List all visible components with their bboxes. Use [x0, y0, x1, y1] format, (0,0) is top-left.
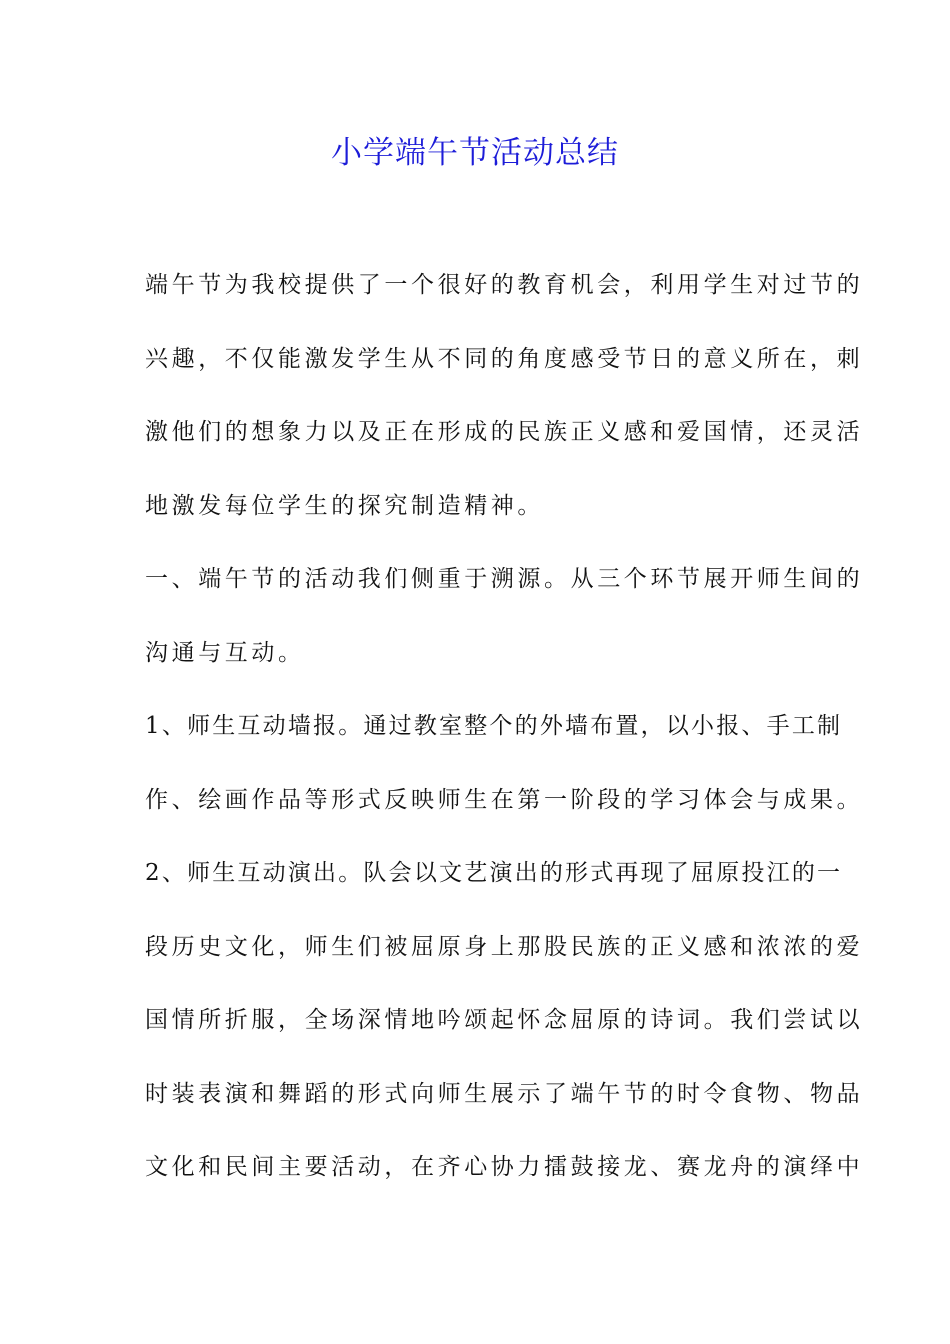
body-line: 作、绘画作品等形式反映师生在第一阶段的学习体会与成果。 [145, 786, 864, 813]
body-line: 激他们的想象力以及正在形成的民族正义感和爱国情，还灵活 [145, 419, 864, 445]
document-body [145, 260, 864, 1216]
document-title: 小学端午节活动总结 [331, 135, 619, 171]
body-line: 地激发每位学生的探究制造精神。 [145, 492, 544, 519]
body-line: 段历史文化，师生们被屈原身上那股民族的正义感和浓浓的爱 [145, 933, 864, 960]
body-line: 2、师生互动演出。队会以文艺演出的形式再现了屈原投江的一 [145, 860, 843, 886]
body-line: 兴趣，不仅能激发学生从不同的角度感受节日的意义所在，刺 [145, 345, 864, 372]
body-line: 一、端午节的活动我们侧重于溯源。从三个环节展开师生间的 [145, 566, 864, 592]
body-line: 时装表演和舞蹈的形式向师生展示了端午节的时令食物、物品 [145, 1080, 864, 1107]
body-line: 文化和民间主要活动，在齐心协力擂鼓接龙、赛龙舟的演绎中 [145, 1154, 864, 1180]
body-line: 端午节为我校提供了一个很好的教育机会，利用学生对过节的 [145, 272, 864, 298]
body-line: 沟通与互动。 [145, 639, 305, 666]
body-line: 1、师生互动墙报。通过教室整个的外墙布置，以小报、手工制 [145, 713, 843, 739]
body-line: 国情所折服，全场深情地吟颂起怀念屈原的诗词。我们尝试以 [145, 1007, 864, 1033]
